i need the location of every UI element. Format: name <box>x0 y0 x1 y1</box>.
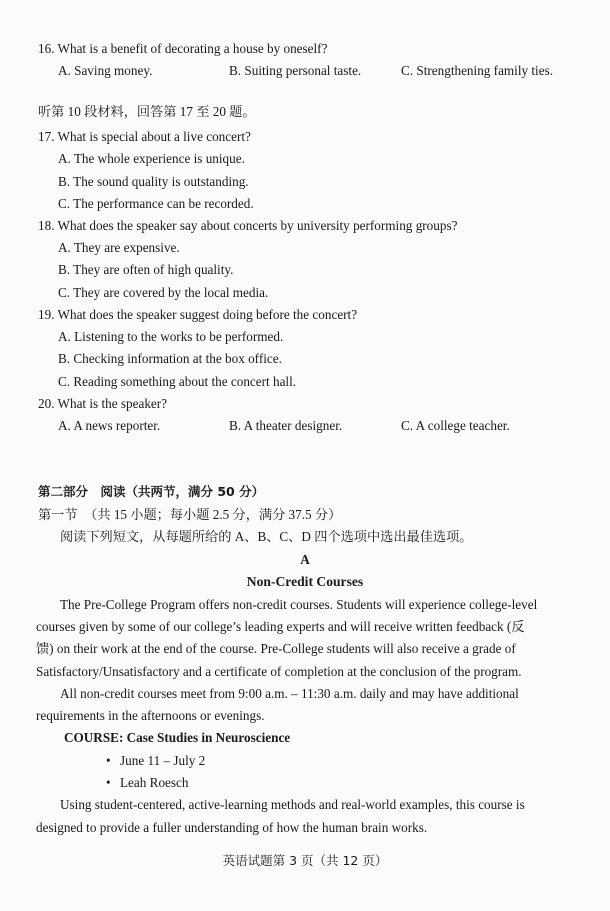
paragraph-1-line-2: courses given by some of our college’s leading experts and will receive written feedback (反 <box>36 619 525 634</box>
paragraph-2-line-1: All non-credit courses meet from 9:00 a.m. – 11:30 a.m. daily and may have additional <box>60 686 519 701</box>
course-label: COURSE: Case Studies in Neuroscience <box>64 730 291 745</box>
bullet-instructor: Leah Roesch <box>120 775 189 790</box>
q17-option-c: C. The performance can be recorded. <box>58 196 254 211</box>
q18-question: 18. What does the speaker say about concerts by university performing groups? <box>38 218 458 233</box>
q20-question: 20. What is the speaker? <box>38 396 168 411</box>
bullet-dates: June 11 – July 2 <box>120 753 206 768</box>
q16-option-b: B. Suiting personal taste. <box>229 63 362 78</box>
reading-instruction: 阅读下列短文，从每题所给的 A、B、C、D 四个选项中选出最佳选项。 <box>60 529 473 544</box>
paragraph-3-line-2: designed to provide a fuller understanding of how the human brain works. <box>36 820 428 835</box>
paragraph-1-line-3: 馈) on their work at the end of the course. Pre-College students will also receive a grade of <box>36 641 516 656</box>
q17-option-a: A. The whole experience is unique. <box>58 151 245 166</box>
passage-letter: A <box>300 552 310 567</box>
passage-title: Non-Credit Courses <box>246 574 364 589</box>
q18-option-a: A. They are expensive. <box>58 240 180 255</box>
q19-option-c: C. Reading something about the concert hall. <box>58 374 297 389</box>
listening-instruction: 听第 10 段材料，回答第 17 至 20 题。 <box>38 104 256 119</box>
q17-option-b: B. The sound quality is outstanding. <box>58 174 249 189</box>
q16-question: 16. What is a benefit of decorating a house by oneself? <box>38 41 328 56</box>
paragraph-1-line-4: Satisfactory/Unsatisfactory and a certificate of completion at the conclusion of the program. <box>36 664 522 679</box>
q18-option-c: C. They are covered by the local media. <box>58 285 269 300</box>
bullet-dot: • <box>106 753 111 768</box>
q19-option-b: B. Checking information at the box office. <box>58 351 282 366</box>
section1-heading: 第一节 （共 15 小题；每小题 2.5 分，满分 37.5 分） <box>38 507 342 522</box>
q20-option-c: C. A college teacher. <box>401 418 510 433</box>
paragraph-2-line-2: requirements in the afternoons or evenings. <box>36 708 265 723</box>
part2-heading: 第二部分 阅读（共两节，满分 50 分） <box>38 484 265 499</box>
q19-question: 19. What does the speaker suggest doing before the concert? <box>38 307 358 322</box>
q19-option-a: A. Listening to the works to be performed. <box>58 329 284 344</box>
q17-question: 17. What is special about a live concert? <box>38 129 251 144</box>
bullet-dot: • <box>106 775 111 790</box>
q16-option-c: C. Strengthening family ties. <box>401 63 554 78</box>
q20-option-b: B. A theater designer. <box>229 418 343 433</box>
paragraph-3-line-1: Using student-centered, active-learning methods and real-world examples, this course is <box>60 797 525 812</box>
q16-option-a: A. Saving money. <box>58 63 153 78</box>
q20-option-a: A. A news reporter. <box>58 418 161 433</box>
paragraph-1-line-1: The Pre-College Program offers non-credit courses. Students will experience college-level <box>60 597 538 612</box>
q18-option-b: B. They are often of high quality. <box>58 262 234 277</box>
page-footer: 英语试题第 3 页（共 12 页） <box>222 853 388 868</box>
